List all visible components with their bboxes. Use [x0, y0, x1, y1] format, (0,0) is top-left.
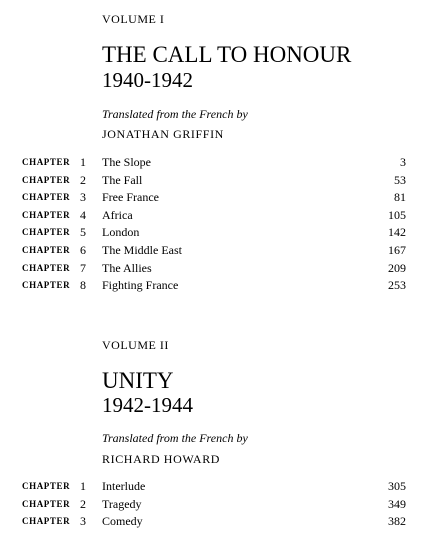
toc-row — [0, 497, 432, 515]
volume-2-title: UNITY — [102, 368, 174, 393]
chapter-word: CHAPTER — [22, 157, 71, 167]
chapter-title: Interlude — [102, 479, 146, 493]
toc-row — [0, 278, 432, 296]
toc-row — [0, 479, 432, 497]
chapter-page: 382 — [388, 514, 406, 529]
volume-1-years: 1940-1942 — [102, 68, 193, 92]
chapter-word: CHAPTER — [22, 498, 71, 509]
volume-1-label: VOLUME I — [102, 12, 165, 26]
chapter-number: 2 — [80, 172, 86, 187]
chapter-title: Tragedy — [102, 496, 142, 511]
chapter-word: CHAPTER — [22, 209, 71, 220]
toc-row — [0, 173, 432, 191]
toc-row — [0, 225, 432, 243]
chapter-page: 3 — [400, 155, 406, 169]
chapter-number: 2 — [80, 496, 86, 511]
chapter-title: Comedy — [102, 514, 143, 529]
chapter-word: CHAPTER — [22, 516, 71, 527]
chapter-word: CHAPTER — [22, 192, 71, 203]
chapter-page: 81 — [394, 190, 406, 205]
chapter-title: Fighting France — [102, 278, 179, 293]
toc-row — [0, 243, 432, 261]
chapter-title: The Middle East — [102, 243, 182, 257]
chapter-title: The Allies — [102, 260, 152, 275]
volume-2-label: VOLUME II — [102, 338, 169, 352]
chapter-number: 8 — [80, 278, 86, 293]
chapter-word: CHAPTER — [22, 280, 71, 291]
chapter-page: 305 — [388, 479, 406, 493]
chapter-word: CHAPTER — [22, 174, 71, 185]
chapter-number: 1 — [80, 155, 86, 169]
volume-1-title: THE CALL TO HONOUR — [102, 42, 352, 67]
chapter-word: CHAPTER — [22, 262, 71, 273]
toc-row — [0, 514, 432, 532]
chapter-number: 3 — [80, 514, 86, 529]
chapter-number: 1 — [80, 479, 86, 493]
toc-row — [0, 155, 432, 173]
chapter-page: 349 — [388, 496, 406, 511]
chapter-page: 253 — [388, 278, 406, 293]
chapter-number: 3 — [80, 190, 86, 205]
chapter-title: London — [102, 225, 140, 240]
chapter-number: 7 — [80, 260, 86, 275]
toc-row — [0, 208, 432, 226]
volume-1-translator: JONATHAN GRIFFIN — [102, 127, 224, 141]
chapter-title: Free France — [102, 190, 159, 205]
chapter-page: 105 — [388, 207, 406, 222]
volume-2-translated-by: Translated from the French by — [102, 431, 248, 445]
chapter-page: 209 — [388, 260, 406, 275]
chapter-title: The Slope — [102, 155, 151, 169]
chapter-word: CHAPTER — [22, 227, 71, 238]
chapter-number: 4 — [80, 207, 86, 222]
chapter-word: CHAPTER — [22, 481, 71, 491]
chapter-title: Africa — [102, 207, 133, 222]
chapter-number: 5 — [80, 225, 86, 240]
chapter-number: 6 — [80, 243, 86, 257]
volume-2-translator: RICHARD HOWARD — [102, 452, 221, 466]
chapter-word: CHAPTER — [22, 245, 71, 255]
toc-row — [0, 190, 432, 208]
chapter-page: 142 — [388, 225, 406, 240]
chapter-page: 53 — [394, 172, 406, 187]
chapter-page: 167 — [388, 243, 406, 257]
chapter-title: The Fall — [102, 172, 143, 187]
volume-2-years: 1942-1944 — [102, 393, 193, 417]
toc-row — [0, 261, 432, 279]
volume-1-translated-by: Translated from the French by — [102, 107, 248, 121]
